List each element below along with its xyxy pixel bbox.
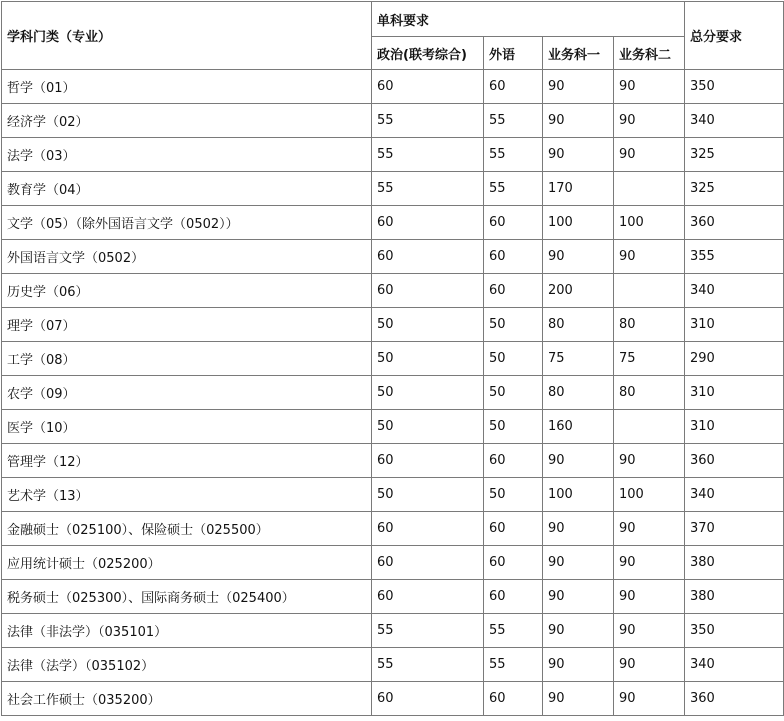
business-2-cell: 80 <box>614 308 685 342</box>
business-2-cell <box>614 274 685 308</box>
business-1-cell: 90 <box>543 240 614 274</box>
category-cell: 艺术学（13） <box>2 478 372 512</box>
business-2-cell: 90 <box>614 682 685 716</box>
table-row <box>2 478 784 512</box>
category-cell: 医学（10） <box>2 410 372 444</box>
category-cell: 法律（法学）（035102） <box>2 648 372 682</box>
total-cell: 325 <box>685 138 784 172</box>
business-2-cell: 90 <box>614 580 685 614</box>
total-cell: 310 <box>685 410 784 444</box>
table-row <box>2 410 784 444</box>
table-row <box>2 512 784 546</box>
table-row <box>2 172 784 206</box>
business-1-cell: 80 <box>543 376 614 410</box>
business-1-cell: 90 <box>543 614 614 648</box>
foreign-language-cell: 50 <box>484 410 543 444</box>
business-1-cell: 100 <box>543 478 614 512</box>
table-row <box>2 138 784 172</box>
politics-cell: 60 <box>372 546 484 580</box>
foreign-language-cell: 50 <box>484 308 543 342</box>
politics-header: 政治(联考综合) <box>372 37 484 70</box>
total-cell: 380 <box>685 580 784 614</box>
business-1-cell: 90 <box>543 648 614 682</box>
category-header: 学科门类（专业） <box>2 2 372 70</box>
category-cell: 工学（08） <box>2 342 372 376</box>
category-cell: 税务硕士（025300）、国际商务硕士（025400） <box>2 580 372 614</box>
business-2-cell: 90 <box>614 240 685 274</box>
category-cell: 文学（05）（除外国语言文学（0502）） <box>2 206 372 240</box>
politics-cell: 60 <box>372 206 484 240</box>
foreign-language-cell: 60 <box>484 240 543 274</box>
business-2-header: 业务科二 <box>614 37 685 70</box>
table-row <box>2 240 784 274</box>
score-requirements-table <box>1 1 784 716</box>
table-body <box>2 70 784 716</box>
business-1-cell: 200 <box>543 274 614 308</box>
business-2-cell: 90 <box>614 614 685 648</box>
table-row <box>2 444 784 478</box>
business-1-cell: 75 <box>543 342 614 376</box>
total-cell: 310 <box>685 376 784 410</box>
table-row <box>2 342 784 376</box>
business-2-cell: 80 <box>614 376 685 410</box>
politics-cell: 50 <box>372 410 484 444</box>
business-1-cell: 100 <box>543 206 614 240</box>
table-row <box>2 308 784 342</box>
business-2-cell: 100 <box>614 478 685 512</box>
business-2-cell: 90 <box>614 648 685 682</box>
business-2-cell <box>614 172 685 206</box>
business-1-cell: 80 <box>543 308 614 342</box>
foreign-language-cell: 60 <box>484 546 543 580</box>
business-1-cell: 90 <box>543 512 614 546</box>
total-cell: 340 <box>685 274 784 308</box>
business-2-cell <box>614 410 685 444</box>
business-2-cell: 90 <box>614 512 685 546</box>
category-cell: 社会工作硕士（035200） <box>2 682 372 716</box>
category-cell: 法律（非法学）（035101） <box>2 614 372 648</box>
foreign-language-cell: 50 <box>484 478 543 512</box>
category-cell: 哲学（01） <box>2 70 372 104</box>
foreign-language-cell: 50 <box>484 342 543 376</box>
table-row <box>2 546 784 580</box>
foreign-language-header: 外语 <box>484 37 543 70</box>
foreign-language-cell: 60 <box>484 580 543 614</box>
business-2-cell: 90 <box>614 104 685 138</box>
politics-cell: 55 <box>372 104 484 138</box>
category-cell: 经济学（02） <box>2 104 372 138</box>
business-1-cell: 90 <box>543 104 614 138</box>
foreign-language-cell: 60 <box>484 682 543 716</box>
table-row <box>2 580 784 614</box>
total-cell: 350 <box>685 614 784 648</box>
business-2-cell: 100 <box>614 206 685 240</box>
total-cell: 370 <box>685 512 784 546</box>
total-cell: 360 <box>685 682 784 716</box>
total-cell: 360 <box>685 206 784 240</box>
politics-cell: 55 <box>372 172 484 206</box>
foreign-language-cell: 50 <box>484 376 543 410</box>
table-row <box>2 648 784 682</box>
business-1-cell: 90 <box>543 138 614 172</box>
foreign-language-cell: 55 <box>484 104 543 138</box>
business-1-header: 业务科一 <box>543 37 614 70</box>
politics-cell: 60 <box>372 240 484 274</box>
foreign-language-cell: 60 <box>484 444 543 478</box>
business-1-cell: 90 <box>543 682 614 716</box>
business-2-cell: 75 <box>614 342 685 376</box>
table-row <box>2 376 784 410</box>
foreign-language-cell: 60 <box>484 70 543 104</box>
table-row <box>2 614 784 648</box>
table-row <box>2 206 784 240</box>
category-cell: 法学（03） <box>2 138 372 172</box>
total-cell: 340 <box>685 104 784 138</box>
politics-cell: 55 <box>372 614 484 648</box>
politics-cell: 50 <box>372 478 484 512</box>
category-cell: 管理学（12） <box>2 444 372 478</box>
politics-cell: 50 <box>372 376 484 410</box>
total-header: 总分要求 <box>685 2 784 70</box>
total-cell: 290 <box>685 342 784 376</box>
total-cell: 380 <box>685 546 784 580</box>
total-cell: 340 <box>685 648 784 682</box>
total-cell: 325 <box>685 172 784 206</box>
total-cell: 340 <box>685 478 784 512</box>
foreign-language-cell: 60 <box>484 274 543 308</box>
total-cell: 355 <box>685 240 784 274</box>
foreign-language-cell: 60 <box>484 512 543 546</box>
total-cell: 350 <box>685 70 784 104</box>
politics-cell: 50 <box>372 308 484 342</box>
table-row <box>2 274 784 308</box>
politics-cell: 55 <box>372 138 484 172</box>
table-row <box>2 70 784 104</box>
foreign-language-cell: 55 <box>484 648 543 682</box>
table-row <box>2 104 784 138</box>
foreign-language-cell: 55 <box>484 138 543 172</box>
business-1-cell: 90 <box>543 70 614 104</box>
business-2-cell: 90 <box>614 546 685 580</box>
politics-cell: 60 <box>372 580 484 614</box>
foreign-language-cell: 55 <box>484 614 543 648</box>
business-2-cell: 90 <box>614 444 685 478</box>
table-row <box>2 682 784 716</box>
business-1-cell: 90 <box>543 546 614 580</box>
category-cell: 理学（07） <box>2 308 372 342</box>
category-cell: 金融硕士（025100）、保险硕士（025500） <box>2 512 372 546</box>
politics-cell: 60 <box>372 682 484 716</box>
business-1-cell: 90 <box>543 444 614 478</box>
business-2-cell: 90 <box>614 70 685 104</box>
total-cell: 310 <box>685 308 784 342</box>
politics-cell: 60 <box>372 444 484 478</box>
politics-cell: 60 <box>372 70 484 104</box>
business-2-cell: 90 <box>614 138 685 172</box>
politics-cell: 60 <box>372 512 484 546</box>
business-1-cell: 170 <box>543 172 614 206</box>
politics-cell: 50 <box>372 342 484 376</box>
business-1-cell: 160 <box>543 410 614 444</box>
total-cell: 360 <box>685 444 784 478</box>
foreign-language-cell: 60 <box>484 206 543 240</box>
single-subject-header: 单科要求 <box>372 2 685 37</box>
category-cell: 外国语言文学（0502） <box>2 240 372 274</box>
politics-cell: 60 <box>372 274 484 308</box>
foreign-language-cell: 55 <box>484 172 543 206</box>
header-row-1 <box>2 2 784 37</box>
politics-cell: 55 <box>372 648 484 682</box>
category-cell: 历史学（06） <box>2 274 372 308</box>
business-1-cell: 90 <box>543 580 614 614</box>
category-cell: 农学（09） <box>2 376 372 410</box>
category-cell: 教育学（04） <box>2 172 372 206</box>
category-cell: 应用统计硕士（025200） <box>2 546 372 580</box>
